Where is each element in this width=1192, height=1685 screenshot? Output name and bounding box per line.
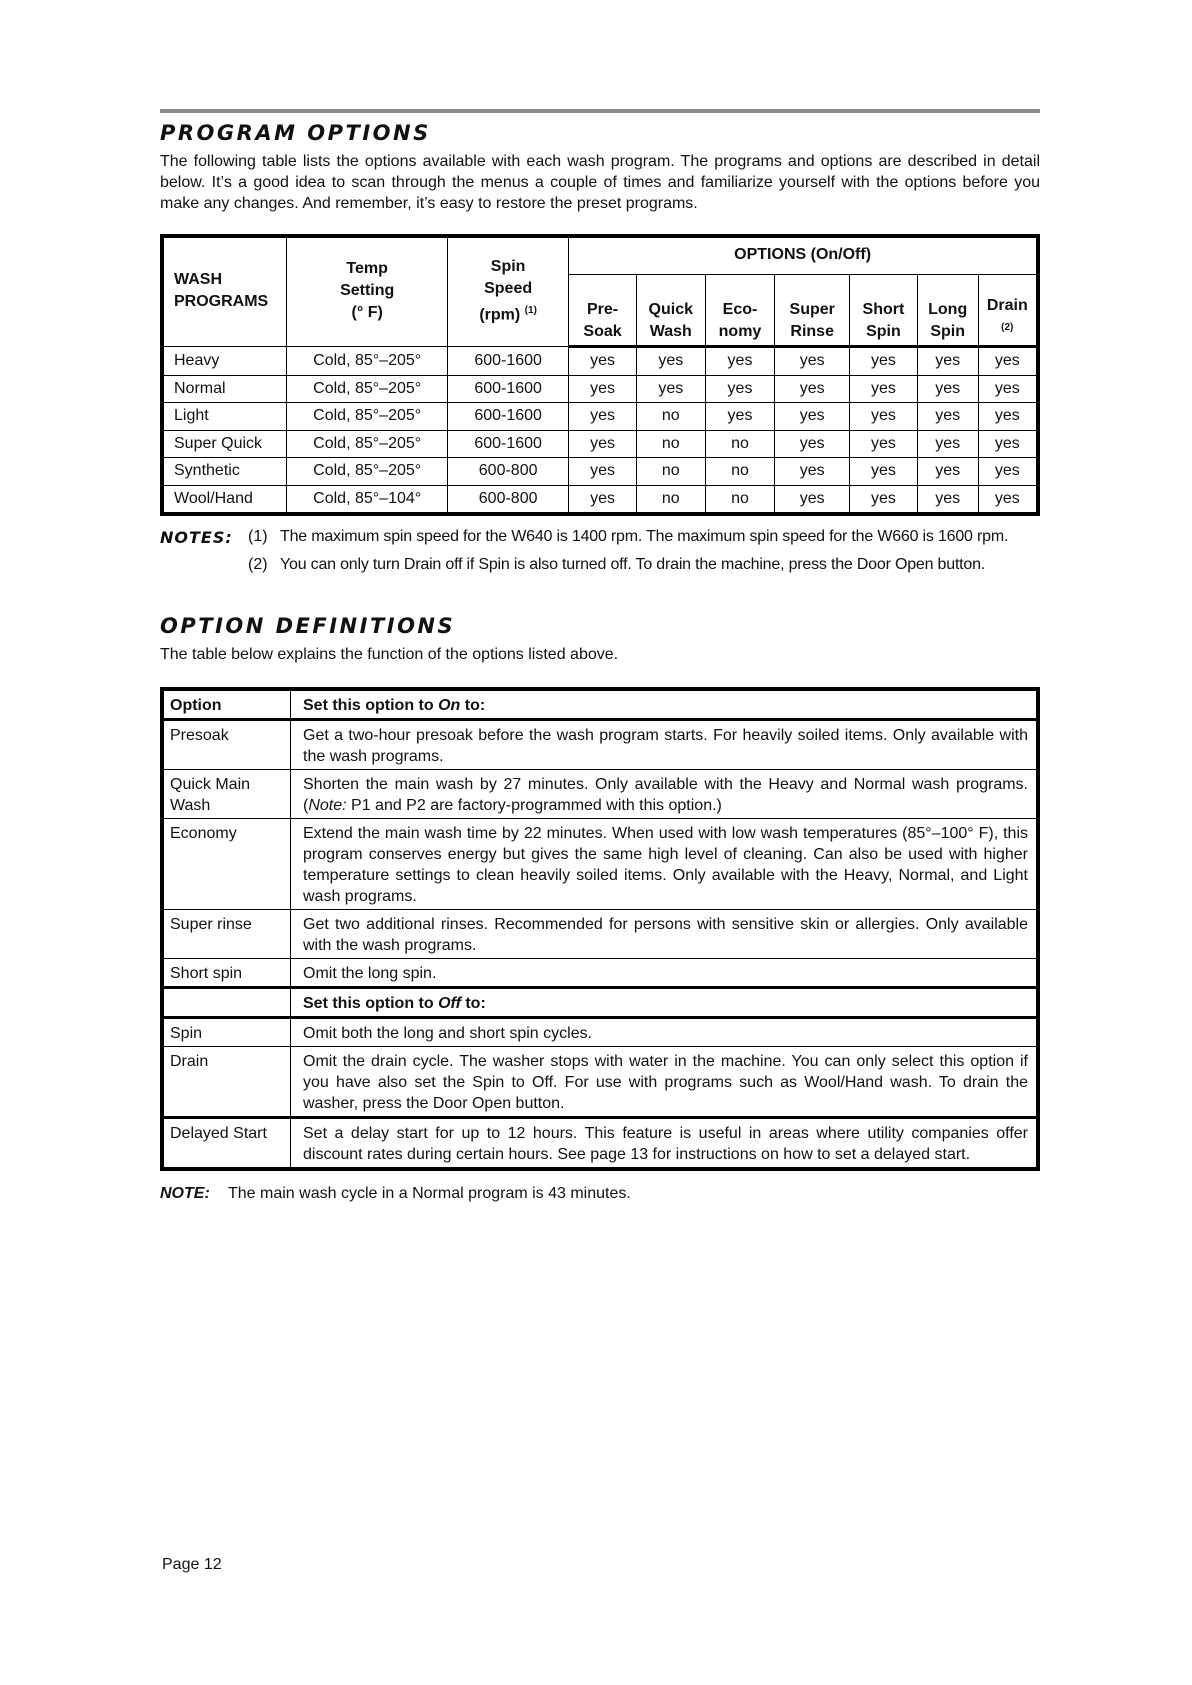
option-name-cell: Presoak [162, 720, 291, 770]
option-name-cell: Economy [162, 819, 291, 910]
option-value-cell: yes [636, 347, 705, 376]
table-row [162, 403, 1038, 431]
spin-cell: 600-1600 [448, 430, 569, 458]
option-name-cell: Short spin [162, 959, 291, 988]
option-value-cell: yes [978, 430, 1038, 458]
spin-cell: 600-800 [448, 485, 569, 514]
option-value-cell: yes [850, 458, 918, 486]
table-row [162, 1047, 1038, 1118]
option-value-cell: yes [917, 485, 978, 514]
option-value-cell: yes [917, 430, 978, 458]
spin-cell: 600-1600 [448, 403, 569, 431]
option-value-cell: no [636, 430, 705, 458]
option-description-cell: Get two additional rinses. Recommended for persons with sensitive skin or allergies. Only available with the wash programs. [291, 910, 1039, 959]
table-row [162, 1018, 1038, 1047]
option-name-cell: Super rinse [162, 910, 291, 959]
option-value-cell: yes [978, 375, 1038, 403]
col-header-spin: Spin Speed (rpm) $^{(1)}$ [448, 236, 569, 347]
option-value-cell: no [636, 485, 705, 514]
temp-cell: Cold, 85°–205° [287, 403, 448, 431]
table-row [162, 720, 1038, 770]
col-header-option: Super Rinse [775, 275, 850, 347]
option-value-cell: yes [569, 375, 637, 403]
col-header-option: Short Spin [850, 275, 918, 347]
option-value-cell: yes [569, 347, 637, 376]
spin-cell: 600-800 [448, 458, 569, 486]
table-row [162, 458, 1038, 486]
option-value-cell: yes [978, 347, 1038, 376]
col-header-option: Pre- Soak [569, 275, 637, 347]
option-value-cell: yes [917, 458, 978, 486]
program-notes [160, 528, 1040, 584]
option-value-cell: yes [569, 485, 637, 514]
option-value-cell: yes [850, 430, 918, 458]
option-value-cell: no [636, 403, 705, 431]
page-content [160, 109, 1040, 1203]
option-value-cell: no [705, 430, 775, 458]
option-value-cell: yes [569, 430, 637, 458]
table-row [162, 485, 1038, 514]
option-value-cell: yes [636, 375, 705, 403]
temp-cell: Cold, 85°–205° [287, 347, 448, 376]
options-group-header: OPTIONS (On/Off) [569, 236, 1038, 275]
option-value-cell: no [636, 458, 705, 486]
spin-cell: 600-1600 [448, 347, 569, 376]
temp-cell: Cold, 85°–205° [287, 375, 448, 403]
option-definitions-table [160, 687, 1040, 1171]
program-options-title: PROGRAM OPTIONS [160, 121, 431, 145]
option-name-cell: Drain [162, 1047, 291, 1118]
table-row [162, 375, 1038, 403]
program-options-table [160, 234, 1040, 516]
option-value-cell: yes [917, 347, 978, 376]
temp-cell: Cold, 85°–104° [287, 485, 448, 514]
col-header-set-on: Set this option to On to: [291, 689, 1039, 720]
option-name-cell: Quick Main Wash [162, 770, 291, 819]
option-definitions-intro: The table below explains the function of the options listed above. [160, 646, 619, 663]
option-value-cell: yes [850, 375, 918, 403]
spin-cell: 600-1600 [448, 375, 569, 403]
col-header-option: Eco- nomy [705, 275, 775, 347]
option-value-cell: yes [569, 403, 637, 431]
table-row [162, 910, 1038, 959]
option-value-cell: yes [850, 347, 918, 376]
program-name-cell: Super Quick [162, 430, 287, 458]
option-value-cell: yes [775, 403, 850, 431]
option-value-cell: yes [569, 458, 637, 486]
option-description-cell: Set a delay start for up to 12 hours. This feature is useful in areas where utility companies offer discount rates during certain hours. See page 13 for instructions on how to set a delayed start. [291, 1118, 1039, 1170]
option-definitions-title: OPTION DEFINITIONS [160, 614, 456, 638]
option-value-cell: yes [705, 375, 775, 403]
bottom-note [160, 1185, 1040, 1203]
option-value-cell: yes [917, 375, 978, 403]
note-number: (1) [248, 528, 268, 545]
temp-cell: Cold, 85°–205° [287, 430, 448, 458]
program-name-cell: Heavy [162, 347, 287, 376]
note-text: The main wash cycle in a Normal program is 43 minutes. [228, 1185, 631, 1202]
program-name-cell: Synthetic [162, 458, 287, 486]
option-value-cell: yes [775, 347, 850, 376]
option-name-cell: Delayed Start [162, 1118, 291, 1170]
option-description-cell: Omit both the long and short spin cycles. [291, 1018, 1039, 1047]
program-name-cell: Normal [162, 375, 287, 403]
col-header-option: Option [162, 689, 291, 720]
option-value-cell: yes [917, 403, 978, 431]
option-value-cell: yes [775, 430, 850, 458]
program-name-cell: Wool/Hand [162, 485, 287, 514]
option-value-cell: yes [775, 485, 850, 514]
col-header-option: Drain $^{(2)}$ [978, 275, 1038, 347]
col-header-option: Quick Wash [636, 275, 705, 347]
col-header-wash-programs: WASH PROGRAMS [162, 236, 287, 347]
temp-cell: Cold, 85°–205° [287, 458, 448, 486]
option-value-cell: yes [978, 403, 1038, 431]
option-description-cell: Omit the long spin. [291, 959, 1039, 988]
table-row [162, 988, 1038, 1018]
notes-label: NOTES: [160, 528, 233, 547]
top-rule [160, 109, 1040, 113]
option-value-cell: yes [705, 403, 775, 431]
option-description-cell: Extend the main wash time by 22 minutes. When used with low wash temperatures (85°–100° F), this program conserves energy but gives the same high level of cleaning. Can also be used with higher temperature settings to clean heavily soiled items. Only available with the Heavy, Normal, and Light wash programs. [291, 819, 1039, 910]
option-value-cell: yes [850, 485, 918, 514]
col-header-option: Long Spin [917, 275, 978, 347]
option-value-cell: yes [850, 403, 918, 431]
col-header-set-off: Set this option to Off to: [291, 988, 1039, 1018]
option-value-cell: yes [705, 347, 775, 376]
note-number: (2) [248, 556, 268, 573]
program-name-cell: Light [162, 403, 287, 431]
option-description-cell: Omit the drain cycle. The washer stops with water in the machine. You can only select this option if you have also set the Spin to Off. For use with programs such as Wool/Hand wash. To drain the washer, press the Door Open button. [291, 1047, 1039, 1118]
option-description-cell: Shorten the main wash by 27 minutes. Only available with the Heavy and Normal wash programs. (Note: P1 and P2 are factory-programmed with this option.) [291, 770, 1039, 819]
note-label: NOTE: [160, 1185, 210, 1202]
program-options-intro: The following table lists the options available with each wash program. The programs and options are described in detail below. It’s a good idea to scan through the menus a couple of times and familiarize yourself with the options before you make any changes. And remember, it’s easy to restore the preset programs. [160, 153, 1040, 212]
note-text: You can only turn Drain off if Spin is also turned off. To drain the machine, press the Door Open button. [280, 556, 986, 573]
note-text: The maximum spin speed for the W640 is 1400 rpm. The maximum spin speed for the W660 is 1600 rpm. [280, 528, 1009, 545]
table-row [162, 1118, 1038, 1170]
option-name-cell: Spin [162, 1018, 291, 1047]
option-value-cell: no [705, 458, 775, 486]
page-number: Page 12 [162, 1556, 222, 1573]
option-value-cell: yes [775, 458, 850, 486]
option-value-cell: yes [978, 458, 1038, 486]
table-row [162, 347, 1038, 376]
table-row [162, 959, 1038, 988]
table-row [162, 430, 1038, 458]
col-header-temp: Temp Setting (° F) [287, 236, 448, 347]
option-value-cell: no [705, 485, 775, 514]
option-description-cell: Get a two-hour presoak before the wash program starts. For heavily soiled items. Only available with the wash programs. [291, 720, 1039, 770]
option-name-cell [162, 988, 291, 1018]
option-value-cell: yes [978, 485, 1038, 514]
option-value-cell: yes [775, 375, 850, 403]
table-row [162, 770, 1038, 819]
table-row [162, 819, 1038, 910]
